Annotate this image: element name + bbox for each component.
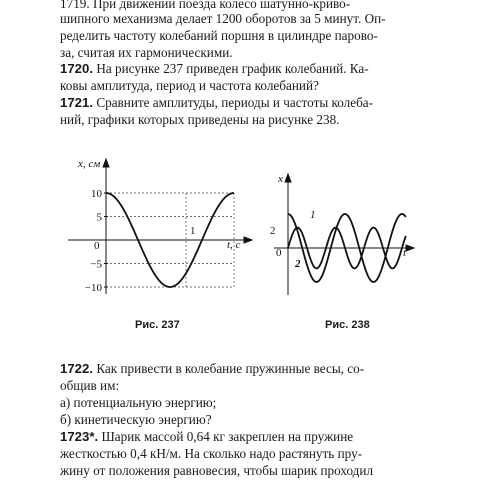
figure-238: [270, 160, 420, 320]
problem-1722-text: Как привести в колебание пружинные весы, со-: [93, 361, 365, 376]
problem-1723-line-0: [60, 428, 353, 445]
fig237-x-tick-label: 2: [270, 225, 276, 237]
fig238-caption: Рис. 238: [325, 319, 370, 331]
fig237-y-tick-label: −5: [90, 258, 102, 271]
problem-1722-line-0: [60, 360, 364, 377]
problem-1721-line-0: [60, 94, 373, 111]
problem-1722-option-a: а) потенциальную энергию;: [60, 395, 217, 410]
problem-1720-text: На рисунке 237 приведен график колебаний. Ка-: [93, 61, 369, 76]
problem-1719-line-0: 1719. При движении поезда колесо шатунно-криво-: [60, 0, 351, 11]
problem-1719-line-3: за, считая их гармоническими.: [60, 45, 233, 60]
problem-1719-line-1: шипного механизма делает 1200 оборотов за 5 минут. Оп-: [60, 11, 386, 26]
problem-1721-number: 1721.: [60, 95, 94, 110]
figure-237: [60, 145, 276, 305]
problem-1720-number: 1720.: [60, 61, 94, 76]
fig238-curve-2-label: 2: [295, 258, 301, 270]
problem-1723-number: 1723*.: [60, 429, 99, 444]
fig237-origin-label: 0: [94, 240, 100, 252]
problem-1721-line-1: ний, графики которых приведены на рисунке 238.: [60, 112, 340, 127]
fig237-y-tick-label: 10: [91, 188, 102, 200]
fig237-x-arrow: [244, 237, 252, 243]
fig237-y-tick-label: −10: [84, 282, 102, 294]
fig237-caption: Рис. 237: [135, 319, 180, 331]
problem-1723-text: Шарик массой 0,64 кг закреплен на пружине: [98, 429, 354, 444]
problem-1723-line-1: жесткостью 0,4 кН/м. На сколько надо растянуть пру-: [60, 446, 363, 461]
fig238-x-axis-label: t: [403, 247, 407, 259]
fig237-y-arrow: [103, 159, 109, 167]
problem-1721-text: Сравните амплитуды, периоды и частоты колеба-: [93, 95, 374, 110]
fig237-x-axis-label: t, с: [227, 239, 241, 251]
fig237-y-axis-label: x, см: [78, 158, 101, 170]
fig237-y-tick-label: 5: [96, 211, 102, 224]
fig238-x-arrow: [406, 245, 414, 251]
fig237-axes: [68, 159, 252, 294]
problem-1723-line-2: жину от положения равновесия, чтобы шарик проходил: [60, 463, 374, 478]
fig237-x-tick-label: 1: [190, 225, 196, 237]
problem-1720-line-1: ковы амплитуда, период и частота колебаний?: [60, 78, 319, 93]
problem-1720-line-0: [60, 60, 369, 77]
fig238-curve-1-label: 1: [310, 209, 316, 221]
fig238-origin-label: 0: [276, 247, 282, 259]
fig238-axes: [274, 174, 414, 295]
fig238-y-arrow: [285, 174, 291, 182]
problem-1722-line-1: общив им:: [60, 378, 120, 393]
problem-1722-number: 1722.: [60, 361, 94, 376]
problem-1722-option-b: б) кинетическую энергию?: [60, 412, 212, 427]
fig238-y-axis-label: x: [278, 173, 283, 185]
problem-1719-line-2: ределить частоту колебаний поршня в цилиндре парово-: [60, 28, 378, 43]
